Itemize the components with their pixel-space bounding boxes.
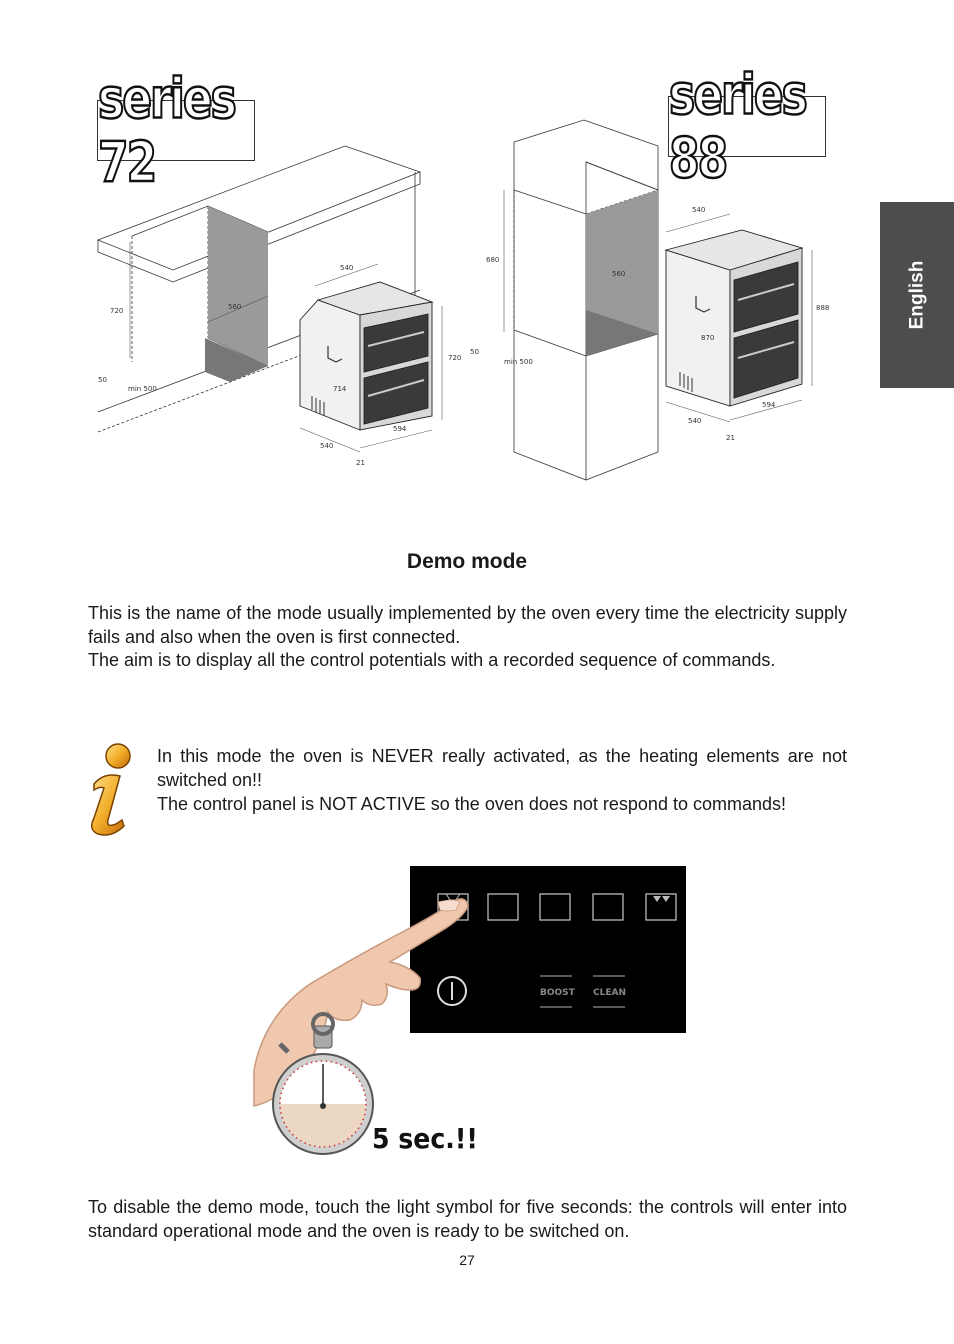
dim-label: 540 xyxy=(340,264,354,272)
dim-label: 540 xyxy=(688,417,702,425)
dim-label: 21 xyxy=(726,434,735,442)
dim-label: 714 xyxy=(333,385,347,393)
dim-label: 560 xyxy=(228,303,242,311)
paragraph-aim: The aim is to display all the control potentials with a recorded sequence of commands. xyxy=(88,650,776,670)
dim-label: 870 xyxy=(701,334,715,342)
clean-button[interactable]: CLEAN xyxy=(593,988,626,998)
dim-label: 50 xyxy=(98,376,107,384)
boost-button[interactable]: BOOST xyxy=(540,988,575,998)
paragraph-intro: This is the name of the mode usually implemented by the oven every time the electricity supply fails and also when the oven is first connected. xyxy=(88,603,847,647)
info-note-2: The control panel is NOT ACTIVE so the oven does not respond to commands! xyxy=(157,794,786,814)
series-88-label: series 88 xyxy=(668,96,826,157)
page-number: 27 xyxy=(459,1252,475,1268)
dim-label: 21 xyxy=(356,459,365,467)
dim-label: 560 xyxy=(612,270,626,278)
control-panel xyxy=(410,866,686,1033)
dim-label: 594 xyxy=(762,401,776,409)
dim-label: 540 xyxy=(320,442,334,450)
dim-label: 720 xyxy=(448,354,462,362)
dim-label: 888 xyxy=(816,304,830,312)
series-72-label: series 72 xyxy=(97,100,255,161)
control-panel-illustration xyxy=(250,866,690,1166)
dim-label: 680 xyxy=(486,256,500,264)
language-tab: English xyxy=(880,202,954,388)
dim-label: min 500 xyxy=(128,385,157,393)
dim-label: 594 xyxy=(393,425,407,433)
timer-label: 5 sec.!! xyxy=(372,1122,478,1155)
section-title: Demo mode xyxy=(406,550,528,573)
instruction-text: To disable the demo mode, touch the light symbol for five seconds: the controls will enter into standard operational mode and the oven is ready to be switched on. xyxy=(88,1197,847,1241)
dim-label: 540 xyxy=(692,206,706,214)
info-note-1: In this mode the oven is NEVER really activated, as the heating elements are not switched on!! xyxy=(157,746,847,790)
info-icon xyxy=(86,740,142,838)
dim-label: 50 xyxy=(470,348,479,356)
control-panel-graphic xyxy=(250,866,690,1166)
dim-label: min 500 xyxy=(504,358,533,366)
installation-diagram xyxy=(90,110,830,490)
dim-label: 720 xyxy=(110,307,124,315)
